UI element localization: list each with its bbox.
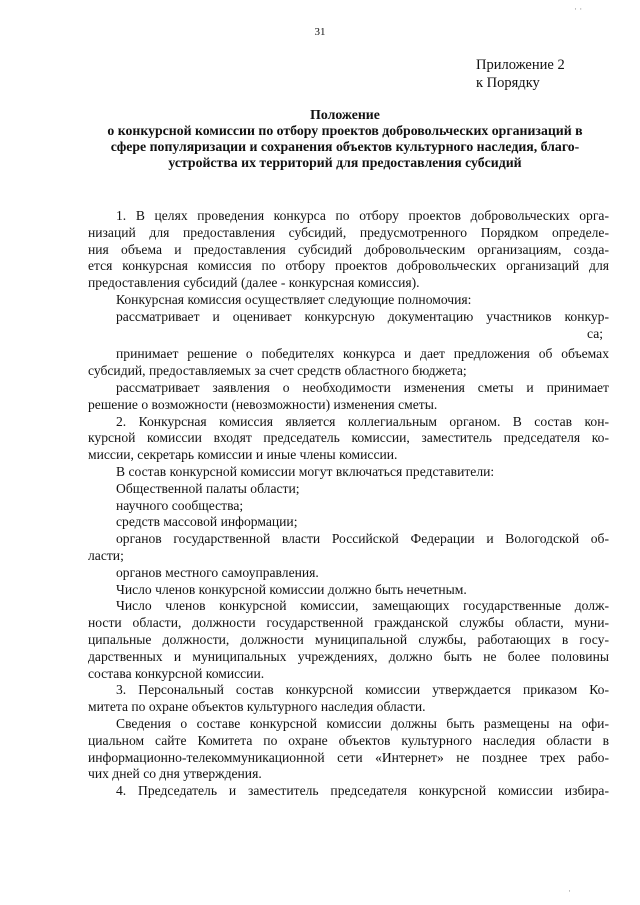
body-line: решение о возможности (невозможности) изменения сметы. bbox=[88, 396, 438, 412]
title-line: о конкурсной комиссии по отбору проектов добровольческих организаций в bbox=[107, 123, 583, 138]
body-line: 1. В целях проведения конкурса по отбору проектов добровольческих орга- bbox=[116, 208, 609, 223]
body-line: низаций для предоставления субсидий, предусмотренного Порядком определе- bbox=[88, 224, 609, 240]
body-line: ласти; bbox=[88, 547, 124, 563]
document-title bbox=[60, 107, 630, 171]
body-line: дарственных и муниципальных учреждениях, должно быть не более половины bbox=[88, 648, 609, 664]
appendix-reference bbox=[476, 56, 565, 92]
body-line: научного сообщества; bbox=[116, 497, 244, 513]
body-line: органов государственной власти Российской Федерации и Вологодской об- bbox=[116, 531, 609, 547]
body-line: принимает решение о победителях конкурса и дает предложения об объемах bbox=[116, 346, 609, 362]
body-line: органов местного самоуправления. bbox=[116, 564, 319, 580]
body-line: ципальные должности, должности муниципальной службы, работающих в госу- bbox=[88, 631, 609, 647]
body-line: Общественной палаты области; bbox=[116, 480, 300, 496]
body-line: ния объема и предоставления субсидий добровольческим организациям, созда- bbox=[88, 241, 609, 257]
body-line: миссии, секретарь комиссии и иные члены комиссии. bbox=[88, 447, 398, 463]
body-line: Конкурсная комиссия осуществляет следующие полномочия: bbox=[116, 291, 472, 307]
appendix-line: к Порядку bbox=[476, 75, 540, 91]
body-line: состава конкурсной комиссии. bbox=[88, 665, 265, 681]
body-line: 2. Конкурсная комиссия является коллегиальным органом. В состав кон- bbox=[116, 413, 609, 429]
body-line: средств массовой информации; bbox=[116, 514, 298, 530]
body-line: чих дней со дня утверждения. bbox=[88, 766, 262, 782]
body-line: ности области, должности государственной гражданской службы области, муни- bbox=[88, 615, 609, 631]
body-line: рассматривает заявления о необходимости изменения сметы и принимает bbox=[116, 379, 609, 395]
title-line: Положение bbox=[310, 107, 380, 122]
body-line: Сведения о составе конкурсной комиссии должны быть размещены на офи- bbox=[116, 715, 609, 731]
scan-speck: · bbox=[568, 886, 571, 896]
body-line: са; bbox=[587, 325, 604, 341]
body-line: субсидий, предоставляемых за счет средств областного бюджета; bbox=[88, 363, 467, 379]
body-line: курсной комиссии входят председатель комиссии, заместитель председателя ко- bbox=[88, 430, 609, 446]
body-line: предоставления субсидий (далее - конкурсная комиссия). bbox=[88, 275, 420, 291]
body-line: ется конкурсная комиссия по отбору проектов добровольческих организаций для bbox=[88, 258, 609, 274]
body-line: Число членов конкурсной комиссии должно быть нечетным. bbox=[116, 581, 467, 597]
document-body bbox=[88, 208, 609, 800]
body-line: митета по охране объектов культурного наследия области. bbox=[88, 699, 426, 715]
body-line: циальном сайте Комитета по охране объектов культурного наследия области в bbox=[88, 732, 609, 748]
body-line: Число членов конкурсной комиссии, замещающих государственные долж- bbox=[116, 598, 609, 614]
body-line: В состав конкурсной комиссии могут включаться представители: bbox=[116, 463, 495, 479]
page-number: 31 bbox=[314, 26, 326, 38]
title-line: устройства их территорий для предоставления субсидий bbox=[168, 155, 522, 170]
body-line: рассматривает и оценивает конкурсную документацию участников конкур- bbox=[116, 308, 609, 324]
title-line: сфере популяризации и сохранения объектов культурного наследия, благо- bbox=[110, 139, 580, 154]
body-line: 4. Председатель и заместитель председателя конкурсной комиссии избира- bbox=[116, 783, 609, 799]
body-line: информационно-телекоммуникационной сети «Интернет» не позднее трех рабо- bbox=[88, 749, 609, 765]
scan-speck: · · bbox=[574, 4, 583, 14]
body-line: 3. Персональный состав конкурсной комиссии утверждается приказом Ко- bbox=[116, 682, 609, 698]
appendix-line: Приложение 2 bbox=[476, 57, 565, 73]
